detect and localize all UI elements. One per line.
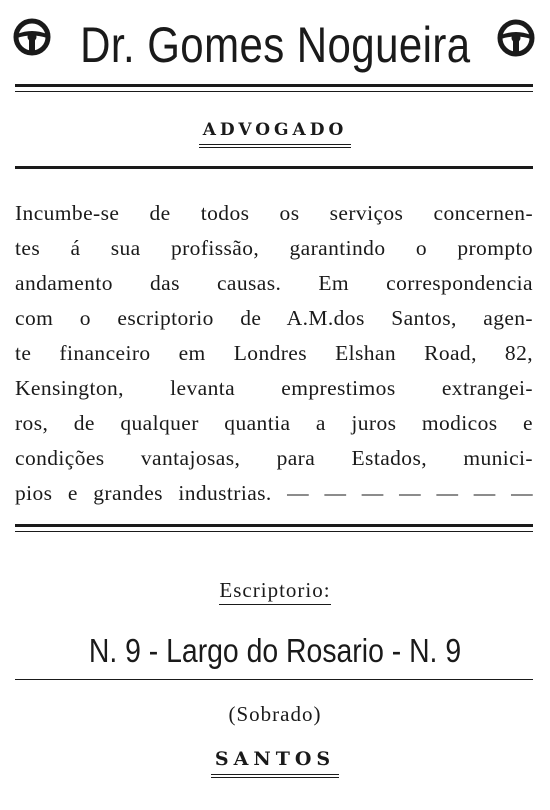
body-bottom-rule-thin xyxy=(15,531,533,532)
header-rule-thin xyxy=(15,91,533,92)
body-bottom-rule-thick xyxy=(15,524,533,527)
office-heading xyxy=(0,578,550,603)
body-line: Kensington, levanta emprestimos extrangei- xyxy=(15,376,533,400)
header-rule-thick xyxy=(15,84,533,87)
steering-wheel-icon xyxy=(496,18,536,58)
body-line: tes á sua profissão, garantindo o prompto xyxy=(15,236,533,260)
body-top-rule xyxy=(15,166,533,169)
body-line: andamento das causas. Em correspondencia xyxy=(15,271,533,295)
body-line: condições vantajosas, para Estados, munici- xyxy=(15,446,533,470)
page-title: Dr. Gomes Nogueira xyxy=(79,17,471,73)
office-label: Escriptorio: xyxy=(219,578,330,605)
body-paragraph xyxy=(15,196,533,511)
city-heading xyxy=(0,748,550,778)
office-address: N. 9 - Largo do Rosario - N. 9 xyxy=(88,632,462,669)
profession-label: ADVOGADO xyxy=(199,120,352,148)
office-floor: (Sobrado) xyxy=(228,702,322,726)
profession-heading xyxy=(0,120,550,148)
body-line: Incumbe-se de todos os serviços concernen- xyxy=(15,201,533,225)
body-line: te financeiro em Londres Elshan Road, 82, xyxy=(15,341,533,365)
city-label: SANTOS xyxy=(211,748,339,778)
body-line: ros, de qualquer quantia a juros modicos e xyxy=(15,411,533,435)
address-rule xyxy=(15,679,533,680)
page-header xyxy=(0,12,550,78)
body-line: com o escriptorio de A.M.dos Santos, agen- xyxy=(15,306,533,330)
body-line: pios e grandes industrias. — — — — — — — xyxy=(15,481,533,505)
